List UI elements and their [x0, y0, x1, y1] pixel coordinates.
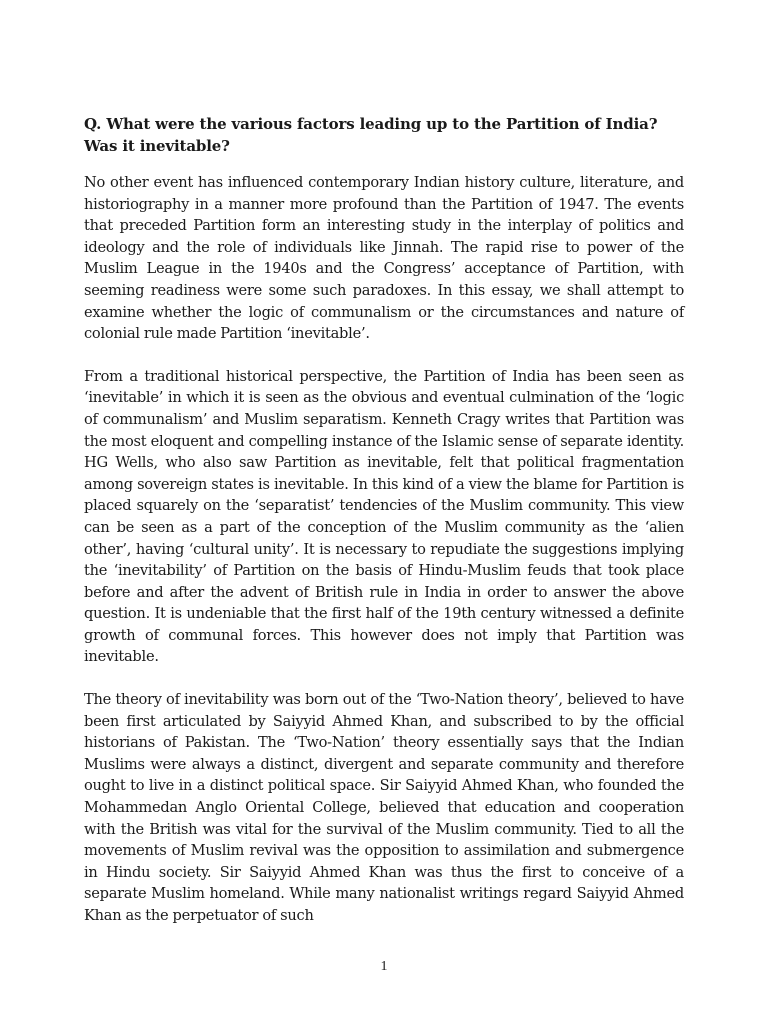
page-content	[84, 113, 684, 948]
paragraph-two-nation-theory: The theory of inevitability was born out of the ‘Two-Nation theory’, believed to have been first articulated by Saiyyid Ahmed Khan, and subscribed to by the official historians of Pakistan. The ‘Two-Nation’ theory essentially says that the Indian Muslims were always a distinct, divergent and separate community and therefore ought to live in a distinct political space. Sir Saiyyid Ahmed Khan, who founded the Mohammedan Anglo Oriental College, believed that education and cooperation with the British was vital for the survival of the Muslim community. Tied to all the movements of Muslim revival was the opposition to assimilation and submergence in Hindu society. Sir Saiyyid Ahmed Khan was thus the first to conceive of a separate Muslim homeland. While many nationalist writings regard Saiyyid Ahmed Khan as the perpetuator of such	[84, 691, 684, 924]
paragraph-traditional-perspective: From a traditional historical perspective, the Partition of India has been seen as ‘inevitable’ in which it is seen as the obvious and eventual culmination of the ‘logic of communalism’ and Muslim separatism. Kenneth Cragy writes that Partition was the most eloquent and compelling instance of the Islamic sense of separate identity. HG Wells, who also saw Partition as inevitable, felt that political fragmentation among sovereign states is inevitable. In this kind of a view the blame for Partition is placed squarely on the ‘separatist’ tendencies of the Muslim community. This view can be seen as a part of the conception of the Muslim community as the ‘alien other’, having ‘cultural unity’. It is necessary to repudiate the suggestions implying the ‘inevitability’ of Partition on the basis of Hindu-Muslim feuds that took place before and after the advent of British rule in India in order to answer the above question. It is undeniable that the first half of the 19th century witnessed a definite growth of communal forces. This however does not imply that Partition was inevitable.	[84, 367, 684, 666]
page-number: 1	[380, 959, 388, 974]
question-heading: Q. What were the various factors leading up to the Partition of India? Was it inevitable?	[84, 115, 658, 155]
paragraph-intro: No other event has influenced contemporary Indian history culture, literature, and historiography in a manner more profound than the Partition of 1947. The events that preceded Partition form an interesting study in the interplay of politics and ideology and the role of individuals like Jinnah. The rapid rise to power of the Muslim League in the 1940s and the Congress’ acceptance of Partition, with seeming readiness were some such paradoxes. In this essay, we shall attempt to examine whether the logic of communalism or the circumstances and nature of colonial rule made Partition ‘inevitable’.	[84, 174, 684, 343]
